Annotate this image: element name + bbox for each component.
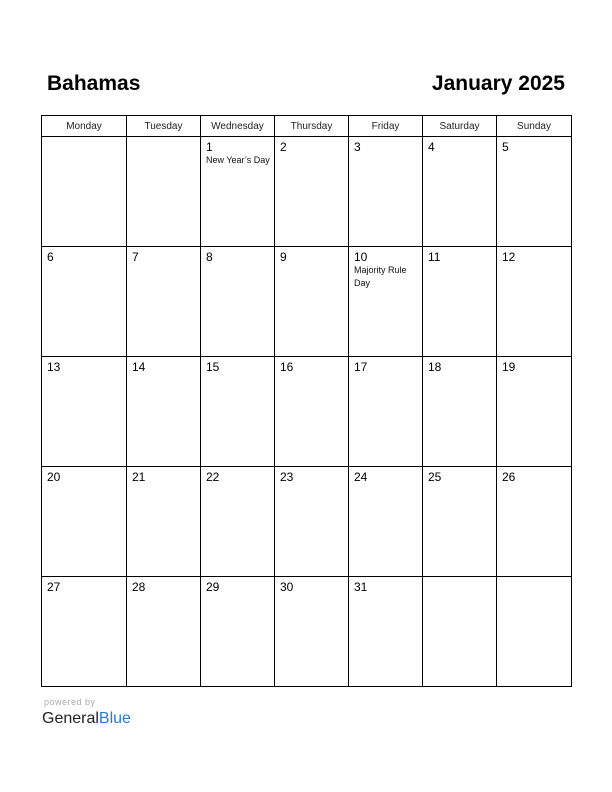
day-number: 20 — [47, 470, 61, 484]
day-cell — [201, 467, 275, 577]
day-cell — [42, 247, 127, 357]
day-number: 3 — [354, 140, 361, 154]
day-cell — [42, 467, 127, 577]
week-row-1 — [42, 137, 572, 247]
day-number: 25 — [428, 470, 442, 484]
day-cell — [127, 467, 201, 577]
day-cell — [349, 577, 423, 687]
day-number: 17 — [354, 360, 368, 374]
calendar-grid — [41, 115, 572, 687]
day-cell — [275, 577, 349, 687]
day-number: 8 — [206, 250, 213, 264]
day-number: 6 — [47, 250, 54, 264]
day-cell — [275, 357, 349, 467]
day-number: 31 — [354, 580, 368, 594]
day-number: 29 — [206, 580, 220, 594]
weekday-header-monday: Monday — [42, 116, 127, 137]
day-number: 16 — [280, 360, 294, 374]
day-cell — [201, 137, 275, 247]
day-number: 14 — [132, 360, 146, 374]
day-number: 11 — [428, 250, 441, 264]
day-cell — [497, 467, 572, 577]
day-cell — [423, 247, 497, 357]
day-cell — [423, 577, 497, 687]
day-number: 24 — [354, 470, 368, 484]
weekday-header-tuesday: Tuesday — [127, 116, 201, 137]
day-number — [497, 577, 571, 580]
day-number — [42, 137, 126, 140]
day-number: 13 — [47, 360, 61, 374]
day-number: 9 — [280, 250, 287, 264]
day-number: 21 — [132, 470, 146, 484]
day-cell — [349, 137, 423, 247]
day-cell — [423, 467, 497, 577]
day-cell — [349, 247, 423, 357]
day-cell — [423, 137, 497, 247]
day-cell — [42, 357, 127, 467]
weekday-header-wednesday: Wednesday — [201, 116, 275, 137]
day-cell — [201, 247, 275, 357]
day-cell — [127, 357, 201, 467]
day-cell — [349, 467, 423, 577]
day-cell — [201, 357, 275, 467]
day-cell — [127, 137, 201, 247]
day-number: 22 — [206, 470, 220, 484]
day-cell — [349, 357, 423, 467]
brand-general-text: General — [42, 710, 99, 727]
weekday-header-friday: Friday — [349, 116, 423, 137]
day-cell — [275, 467, 349, 577]
day-cell — [42, 577, 127, 687]
holiday-label: New Year’s Day — [206, 155, 270, 165]
day-cell — [497, 137, 572, 247]
day-cell — [275, 247, 349, 357]
day-cell — [423, 357, 497, 467]
day-cell — [275, 137, 349, 247]
day-number: 4 — [428, 140, 435, 154]
day-number: 1 — [206, 140, 213, 154]
weekday-header-row — [42, 116, 572, 137]
day-number: 19 — [502, 360, 516, 374]
week-row-2 — [42, 247, 572, 357]
footer-branding — [42, 696, 131, 729]
day-cell — [127, 247, 201, 357]
weekday-header-sunday: Sunday — [497, 116, 572, 137]
brand-blue-text: Blue — [98, 710, 131, 727]
day-number: 12 — [502, 250, 516, 264]
day-number: 30 — [280, 580, 294, 594]
powered-by-label: powered by — [44, 697, 96, 707]
day-number: 18 — [428, 360, 442, 374]
weekday-header-saturday: Saturday — [423, 116, 497, 137]
day-cell — [497, 247, 572, 357]
day-number: 15 — [206, 360, 220, 374]
day-number: 7 — [132, 250, 139, 264]
week-row-5 — [42, 577, 572, 687]
day-number — [423, 577, 496, 580]
country-title: Bahamas — [47, 72, 141, 95]
day-number: 10 — [354, 250, 368, 264]
week-row-3 — [42, 357, 572, 467]
day-number: 5 — [502, 140, 509, 154]
holiday-label: Majority Rule Day — [354, 265, 407, 288]
day-number: 2 — [280, 140, 287, 154]
month-year-title: January 2025 — [431, 72, 565, 95]
day-cell — [497, 577, 572, 687]
week-row-4 — [42, 467, 572, 577]
day-cell — [42, 137, 127, 247]
day-number: 28 — [132, 580, 146, 594]
day-cell — [127, 577, 201, 687]
day-number — [127, 137, 200, 140]
day-cell — [497, 357, 572, 467]
weekday-header-thursday: Thursday — [275, 116, 349, 137]
day-cell — [201, 577, 275, 687]
generalblue-logo — [42, 709, 131, 729]
day-number: 26 — [502, 470, 516, 484]
day-number: 27 — [47, 580, 61, 594]
day-number: 23 — [280, 470, 294, 484]
